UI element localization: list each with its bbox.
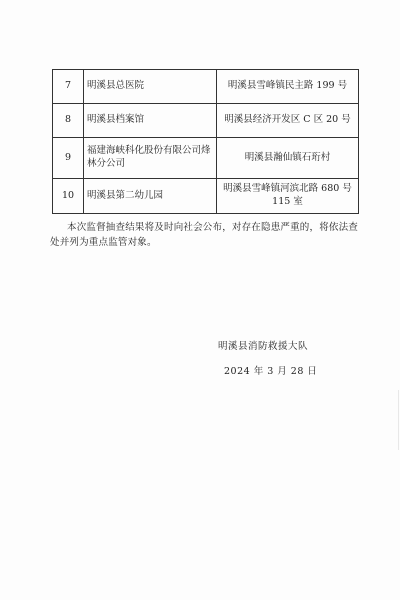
row-number: 7 <box>53 70 84 104</box>
scan-artifact <box>398 390 399 450</box>
row-number: 9 <box>53 138 84 179</box>
unit-address: 明溪县经济开发区 C 区 20 号 <box>217 104 359 138</box>
unit-name: 福建海峡科化股份有限公司烽林分公司 <box>84 138 217 179</box>
inspection-table <box>52 69 359 214</box>
unit-name: 明溪县档案馆 <box>84 104 217 138</box>
issue-date: 2024 年 3 月 28 日 <box>224 366 318 377</box>
table-row <box>53 138 359 179</box>
notice-paragraph: 本次监督抽查结果将及时向社会公布，对存在隐患严重的，将依法查处并列为重点监管对象。 <box>50 222 359 248</box>
table-row <box>53 179 359 214</box>
unit-name: 明溪县第二幼儿园 <box>84 179 217 214</box>
row-number: 10 <box>53 179 84 214</box>
unit-address: 明溪县雪峰镇民主路 199 号 <box>217 70 359 104</box>
unit-address: 明溪县瀚仙镇石珩村 <box>217 138 359 179</box>
issuing-organization: 明溪县消防救援大队 <box>218 341 309 352</box>
unit-name: 明溪县总医院 <box>84 70 217 104</box>
unit-address: 明溪县雪峰镇河滨北路 680 号 115 室 <box>217 179 359 214</box>
row-number: 8 <box>53 104 84 138</box>
table-row <box>53 104 359 138</box>
table-row <box>53 70 359 104</box>
